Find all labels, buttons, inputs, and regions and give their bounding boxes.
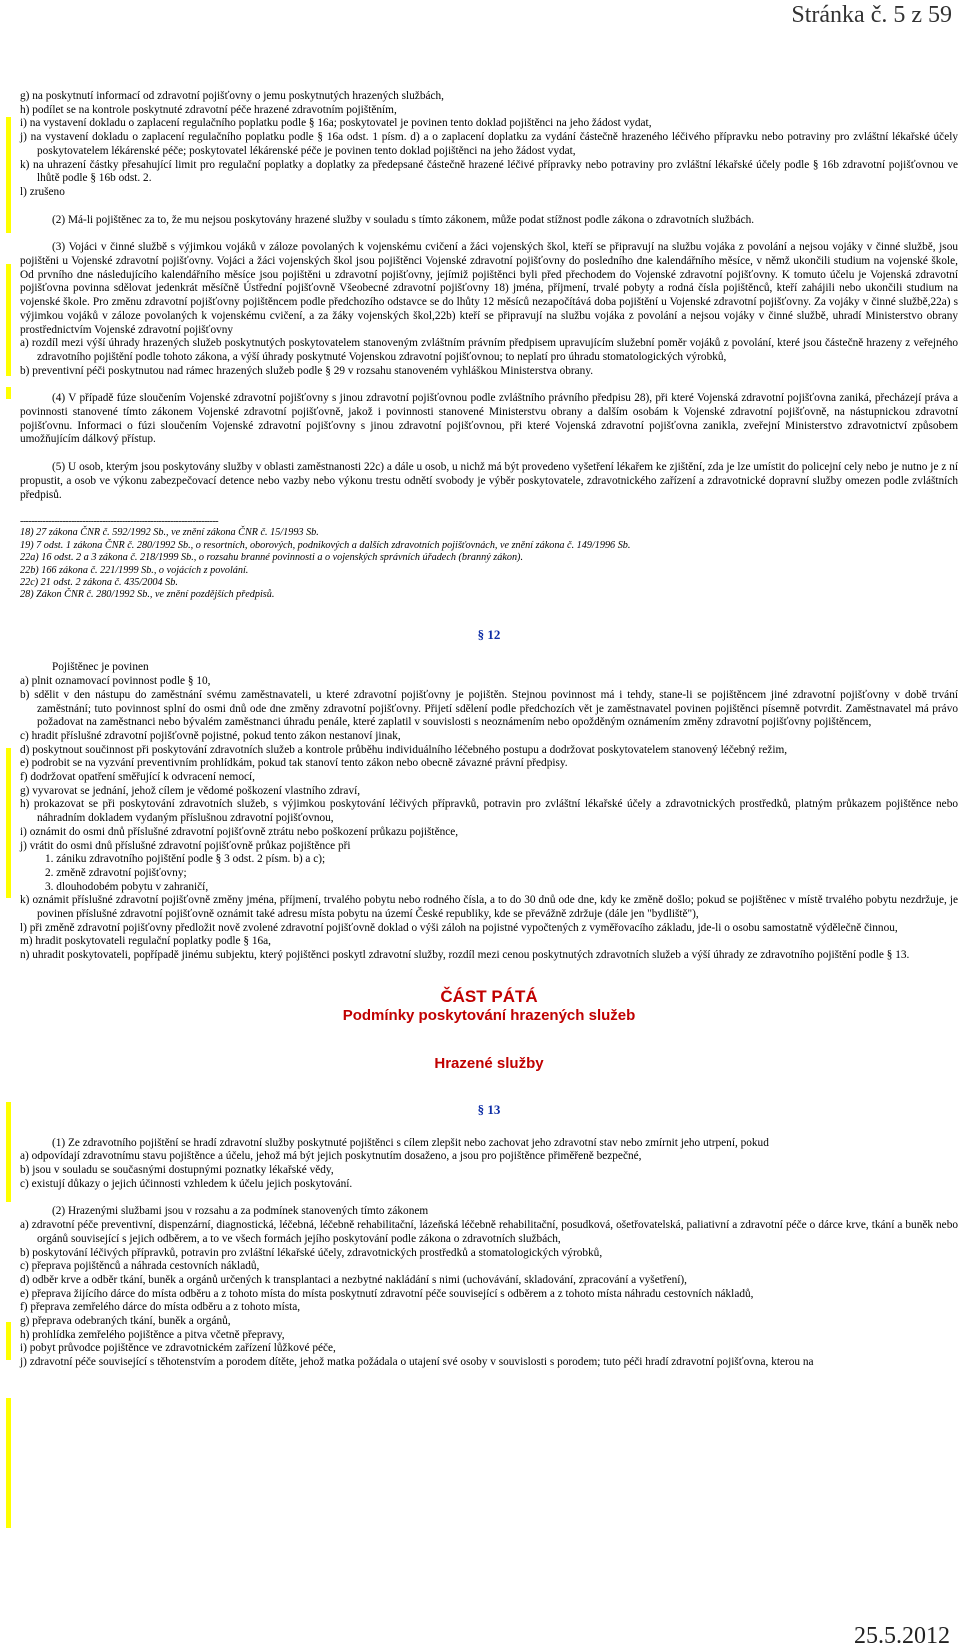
list-item: d) poskytnout součinnost při poskytování zdravotních služeb a kontrole průběhu individuálního léčebného postupu a dodržovat poskytovatelem stanovený léčebný režim, xyxy=(20,743,788,756)
list-item: g) vyvarovat se jednání, jehož cílem je vědomé poškození vlastního zdraví, xyxy=(20,784,361,797)
list-item: a) zdravotní péče preventivní, dispenzární, diagnostická, léčebná, léčebně rehabilitační, lázeňská léčebně rehabilitační, posudková, ošetřovatelská, paliativní a zdravotní péče o dárce krve, tkání a buněk nebo orgánů související s jejich odběrem, a to ve všech formách jejího poskytování podle zákona o zdravotních službách, xyxy=(20,1219,958,1245)
sub-list-item: 3. dlouhodobém pobytu v zahraničí, xyxy=(45,880,209,893)
change-marker-bar xyxy=(6,387,11,399)
list-item: c) existují důkazy o jejich účinnosti vzhledem k účelu jejich poskytování. xyxy=(20,1177,353,1190)
section-13-paragraph-2: (2) Hrazenými službami jsou v rozsahu a za podmínek stanovených tímto zákonem xyxy=(52,1205,429,1218)
list-item: g) přeprava odebraných tkání, buněk a orgánů, xyxy=(20,1315,231,1328)
list-item: j) na vystavení dokladu o zaplacení regulačního poplatku podle § 16a odst. 1 písm. d) a o zaplacení doplatku za vydání částečně hrazeného léčivého přípravku nebo potraviny pro zvláštní lékařské účely poskytovatelem lékárenské péče; poskytovatel lékárenské péče je povinen tento doklad pojištěnci na jeho žádost vydat, xyxy=(20,131,958,157)
list-item: m) hradit poskytovateli regulační poplatky podle § 16a, xyxy=(20,935,271,948)
list-item: h) prokazovat se při poskytování zdravotních služeb, s výjimkou poskytování léčivých přípravků, potravin pro zvláštní lékařské účely a zdravotnických prostředků, platným průkazem pojištěnce nebo náhradním dokladem vydaným příslušnou zdravotní pojišťovnou, xyxy=(20,798,958,825)
list-item: h) podílet se na kontrole poskytnuté zdravotní péče hrazené zdravotním pojištěním, xyxy=(20,103,397,116)
paragraph-4: (4) V případě fúze sloučením Vojenské zdravotní pojišťovny s jinou zdravotní pojišťovnou podle zvláštního právního předpisu 28), při které Vojenská zdravotní pojišťovna zaniká, přecházejí práva a povinnosti stanovené tímto zákonem Vojenské zdravotní pojišťovně, jakož i povinnosti stanovené Ministerstvu obrany a dalším osobám k Vojenské zdravotní pojišťovně, na nástupnickou zdravotní pojišťovnu. Informaci o fúzi sloučením Vojenské zdravotní pojišťovny s jinou zdravotní pojišťovnou, při které Vojenská zdravotní pojišťovna zanikla, zveřejní Ministerstvo zdravotnictví způsobem umožňujícím dálkový přístup. xyxy=(20,392,958,446)
footnote-separator: ---------------------------------------------------------------------- xyxy=(20,516,219,528)
paragraph-3: (3) Vojáci v činné službě s výjimkou vojáků v záloze povolaných k vojenskému cvičení a žáci vojenských škol, kteří se připravují na službu vojáka z povolání a nejsou vojáky v činné službě, jsou pojištěni u Vojenské zdravotní pojišťovny. Vojáci a žáci vojenských škol jsou pojištěnci Vojenské zdravotní pojišťovny do posledního dne kalendářního měsíce, v němž ukončili studium na vojenské škole, Od prvního dne následujícího kalendářního měsíce jsou pojištěni u zdravotní pojišťovny, jejímiž pojištěnci byli před přechodem do Vojenské zdravotní pojišťovny. K tomuto účelu je Vojenská zdravotní pojišťovna povinna sdělovat jedenkrát měsíčně Ústřední pojišťovně Všeobecné zdravotní pojišťovny 18) jména, příjmení, trvalé pobyty a rodná čísla pojištěnců, kteří zahájili nebo ukončili studium na vojenské škole. Pro změnu zdravotní pojišťovny pojištěncem podle předchozího odstavce se do lhůty 12 měsíců nezapočítává doba pojištění u Vojenské zdravotní pojišťovny. Za vojáky v činné službě,22a) s výjimkou vojáků v záloze povolaných k vojenskému cvičení, a za žáky vojenských škol,22b) kteří se připravují na službu vojáka z povolání a nejsou vojáky v činné službě, uhradí Ministerstvo obrany prostřednictvím Vojenské zdravotní pojišťovny xyxy=(20,241,958,336)
part-title: ČÁST PÁTÁ xyxy=(440,986,538,1006)
list-item: i) na vystavení dokladu o zaplacení regulačního poplatku podle § 16a; poskytovatel je povinen tento doklad pojištěnci na jeho žádost vydat, xyxy=(20,117,652,130)
change-marker-bar xyxy=(6,117,11,233)
footnote: 28) Zákon ČNR č. 280/1992 Sb., ve znění pozdějších předpisů. xyxy=(20,589,275,601)
section-12-heading: § 12 xyxy=(477,626,501,642)
footnote: 18) 27 zákona ČNR č. 592/1992 Sb., ve znění zákona ČNR č. 15/1993 Sb. xyxy=(20,527,319,539)
list-item: c) přeprava pojištěnců a náhrada cestovních nákladů, xyxy=(20,1260,260,1273)
list-item: b) preventivní péči poskytnutou nad rámec hrazených služeb podle § 29 v rozsahu stanoveném vyhláškou Ministerstva obrany. xyxy=(20,364,594,377)
list-item: b) poskytování léčivých přípravků, potravin pro zvláštní lékařské účely, zdravotnických prostředků a stomatologických výrobků, xyxy=(20,1246,603,1259)
list-item: l) zrušeno xyxy=(20,185,65,198)
change-marker-bar xyxy=(6,748,11,898)
footnotes xyxy=(20,527,958,601)
list-item: e) podrobit se na vyzvání preventivním prohlídkám, pokud tak stanoví tento zákon nebo obecně závazné právní předpisy. xyxy=(20,757,568,770)
chapter-heading: Hrazené služby xyxy=(434,1054,544,1072)
page-number-header: Stránka č. 5 z 59 xyxy=(791,2,952,28)
change-marker-bar xyxy=(6,1102,11,1202)
list-item: e) přeprava žijícího dárce do místa odběru a z tohoto místa do místa poskytnutí zdravotní péče související s odběrem a z tohoto místa náhradu cestovních nákladů, xyxy=(20,1287,754,1300)
list-item: i) pobyt průvodce pojištěnce ve zdravotnickém zařízení lůžkové péče, xyxy=(20,1342,336,1355)
part-subtitle: Podmínky poskytování hrazených služeb xyxy=(342,1006,636,1024)
footnote: 22a) 16 odst. 2 a 3 zákona č. 218/1999 Sb., o rozsahu branné povinnosti a o vojenských správních úřadech (branný zákon). xyxy=(20,552,523,564)
list-item: i) oznámit do osmi dnů příslušné zdravotní pojišťovně ztrátu nebo poškození průkazu pojištěnce, xyxy=(20,825,459,838)
document-body xyxy=(20,90,958,1370)
list-item: a) plnit oznamovací povinnost podle § 10, xyxy=(20,675,211,688)
list-item: l) při změně zdravotní pojišťovny předložit nově zvolené zdravotní pojišťovně doklad o výši záloh na pojistné vypočtených z vyměřovacího základu, jde-li o osobu samostatně výdělečně činnou, xyxy=(20,921,898,934)
list-item: c) hradit příslušné zdravotní pojišťovně pojistné, pokud tento zákon nestanoví jinak, xyxy=(20,729,401,742)
footnote: 19) 7 odst. 1 zákona ČNR č. 280/1992 Sb., o resortních, oborových, podnikových a dalších zdravotních pojišťovnách, ve znění zákona č. 149/1996 Sb. xyxy=(20,539,631,551)
change-marker-bar xyxy=(6,264,11,376)
footnote: 22c) 21 odst. 2 zákona č. 435/2004 Sb. xyxy=(20,576,178,588)
list-item: f) přeprava zemřelého dárce do místa odběru a z tohoto místa, xyxy=(20,1301,301,1314)
change-marker-bar xyxy=(6,1322,11,1360)
list-item: a) odpovídají zdravotnímu stavu pojištěnce a účelu, jehož má být jejich poskytnutím dosaženo, a jsou pro pojištěnce přiměřeně bezpečné, xyxy=(20,1150,642,1163)
rights-list xyxy=(20,90,958,200)
list-item: n) uhradit poskytovateli, popřípadě jinému subjektu, který pojištěnci poskytl zdravotní služby, rozdíl mezi cenou poskytnutých zdravotních služeb a výší úhrady ze zdravotního pojištění podle § 13. xyxy=(20,949,910,962)
list-item: g) na poskytnutí informací od zdravotní pojišťovny o jemu poskytnutých hrazených službách, xyxy=(20,90,444,102)
print-date-footer: 25.5.2012 xyxy=(854,1623,950,1649)
section-13-heading: § 13 xyxy=(477,1101,501,1117)
list-item: a) rozdíl mezi výší úhrady hrazených služeb poskytnutých poskytovatelem stanoveným zvláštním právním předpisem upravujícím služební poměr vojáků z povolání, které jsou částečně hrazeny z veřejného zdravotního pojištění podle tohoto zákona, a výší úhrady poskytnuté Vojenskou zdravotní pojišťovnou; to neplatí pro úhradu stomatologických výrobků, xyxy=(20,337,958,363)
list-item: b) sdělit v den nástupu do zaměstnání svému zaměstnavateli, u které zdravotní pojišťovny je pojištěn. Stejnou povinnost má i tehdy, stane-li se pojištěncem jiné zdravotní pojišťovny v době trvání zaměstnání; tuto povinnost splní do osmi dnů ode dne změny zdravotní pojišťovny. Přijetí sdělení podle předchozích vět je zaměstnavatel povinen pojištěnci písemně potvrdit. Zaměstnavatel má právo požadovat na zaměstnanci nebo bývalém zaměstnanci úhradu penále, které zaplatil v souvislosti s neoznámením nebo opožděným oznámením změny zdravotní pojišťovny pojištěncem, xyxy=(20,688,958,729)
list-item: h) prohlídka zemřelého pojištěnce a pitva včetně přepravy, xyxy=(20,1328,285,1341)
list-item: b) jsou v souladu se současnými dostupnými poznatky lékařské vědy, xyxy=(20,1164,334,1176)
section-12-intro: Pojištěnec je povinen xyxy=(52,661,149,674)
sub-list-item: 2. změně zdravotní pojišťovny; xyxy=(45,866,187,879)
list-item: f) dodržovat opatření směřující k odvracení nemocí, xyxy=(20,771,255,784)
list-item: j) vrátit do osmi dnů příslušné zdravotní pojišťovně průkaz pojištěnce při xyxy=(20,839,351,852)
change-marker-bar xyxy=(6,1398,11,1528)
list-item: k) na uhrazení částky přesahující limit pro regulační poplatky a doplatky za předepsané částečně hrazené léčivé přípravky nebo potraviny pro zvláštní lékařské účely podle § 16b zdravotní pojišťovnou ve lhůtě podle § 16b odst. 2. xyxy=(20,158,958,185)
sub-list-item: 1. zániku zdravotního pojištění podle § 3 odst. 2 písm. b) a c); xyxy=(45,853,326,866)
paragraph-5: (5) U osob, kterým jsou poskytovány služby v oblasti zaměstnanosti 22c) a dále u osob, u nichž má být provedeno vyšetření lékařem ke zjištění, zda je lze umístit do policejní cely nebo je nutno je z ní propustit, a osob ve výkonu zabezpečovací detence nebo vazby nebo výkonu trestu odnětí svobody je výběr poskytovatele, zdravotnického zařízení a zdravotnické dopravní služby omezen podle zvláštních předpisů. xyxy=(20,461,958,501)
obligations-list xyxy=(20,675,958,963)
footnote: 22b) 166 zákona č. 221/1999 Sb., o vojácích z povolání. xyxy=(20,564,249,576)
list-item: k) oznámit příslušné zdravotní pojišťovně změny jména, příjmení, trvalého pobytu nebo rodného čísla, a to do 30 dnů ode dne, kdy ke změně došlo; pokud se pojištěnec v místě trvalého pobytu nezdržuje, je povinen příslušné zdravotní pojišťovně oznámit také adresu místa pobytu na území České republiky, kde se převážně zdržuje (dále jen "bydliště"), xyxy=(20,894,958,921)
section-13-paragraph-1: (1) Ze zdravotního pojištění se hradí zdravotní služby poskytnuté pojištěnci s cílem zlepšit nebo zachovat jeho zdravotní stav nebo zmírnit jeho utrpení, pokud xyxy=(52,1136,769,1149)
list-item: j) zdravotní péče související s těhotenstvím a porodem dítěte, jehož matka požádala o utajení své osoby v souvislosti s porodem; tuto péči hradí zdravotní pojišťovna, kterou na xyxy=(20,1356,814,1369)
list-item: d) odběr krve a odběr tkání, buněk a orgánů určených k transplantaci a nezbytné nakládání s nimi (uchovávání, skladování, zpracování a vyšetření), xyxy=(20,1273,688,1286)
paragraph-2: (2) Má-li pojištěnec za to, že mu nejsou poskytovány hrazené služby v souladu s tímto zákonem, může podat stížnost podle zákona o zdravotních službách. xyxy=(52,213,755,226)
